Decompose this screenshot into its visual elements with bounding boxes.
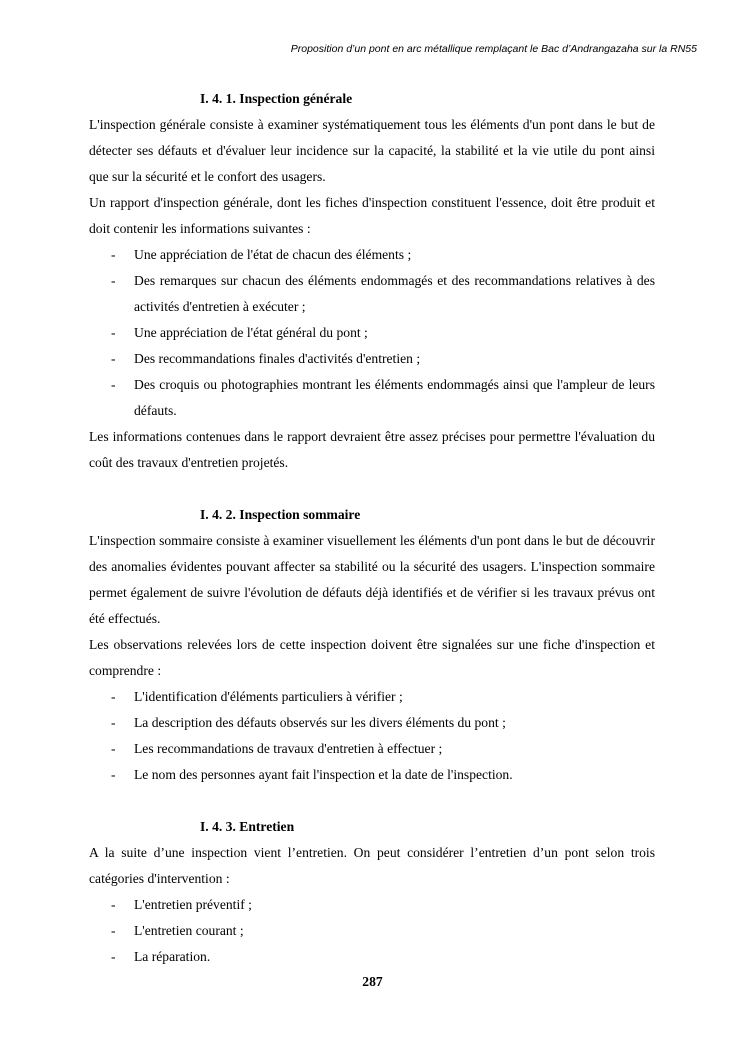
section-heading-entretien: I. 4. 3. Entretien xyxy=(200,819,295,834)
list-item-text: Les recommandations de travaux d'entretien à effectuer ; xyxy=(134,741,443,756)
list-item-text: La description des défauts observés sur les divers éléments du pont ; xyxy=(134,715,506,730)
bullet-list xyxy=(89,892,655,970)
paragraph: Un rapport d'inspection générale, dont les fiches d'inspection constituent l'essence, doit être produit et doit contenir les informations suivantes : xyxy=(89,195,655,236)
list-item-text: Des croquis ou photographies montrant les éléments endommagés ainsi que l'ampleur de leurs défauts. xyxy=(134,377,655,418)
list-item xyxy=(89,710,655,736)
list-item xyxy=(89,892,655,918)
list-item-text: Le nom des personnes ayant fait l'inspection et la date de l'inspection. xyxy=(134,767,513,782)
dash-marker: - xyxy=(111,767,116,782)
dash-marker: - xyxy=(111,273,116,288)
list-item xyxy=(89,684,655,710)
dash-marker: - xyxy=(111,715,116,730)
dash-marker: - xyxy=(111,377,116,392)
dash-marker: - xyxy=(111,247,116,262)
list-item-text: L'entretien préventif ; xyxy=(134,897,252,912)
paragraph: Les informations contenues dans le rapport devraient être assez précises pour permettre l'évaluation du coût des travaux d'entretien projetés. xyxy=(89,429,655,470)
list-item-text: Des remarques sur chacun des éléments endommagés et des recommandations relatives à des activités d'entretien à exécuter ; xyxy=(134,273,655,314)
dash-marker: - xyxy=(111,923,116,938)
page-content xyxy=(89,86,655,970)
list-item xyxy=(89,268,655,320)
dash-marker: - xyxy=(111,949,116,964)
dash-marker: - xyxy=(111,897,116,912)
list-item-text: L'identification d'éléments particuliers à vérifier ; xyxy=(134,689,403,704)
section-heading-inspection-sommaire: I. 4. 2. Inspection sommaire xyxy=(200,507,361,522)
page-number: 287 xyxy=(362,974,383,989)
list-item-text: L'entretien courant ; xyxy=(134,923,244,938)
paragraph: A la suite d’une inspection vient l’entretien. On peut considérer l’entretien d’un pont selon trois catégories d'intervention : xyxy=(89,845,655,886)
list-item xyxy=(89,918,655,944)
paragraph: L'inspection générale consiste à examiner systématiquement tous les éléments d'un pont dans le but de détecter ses défauts et d'évaluer leur incidence sur la capacité, la stabilité et la vie utile du pont ainsi que sur la sécurité et le confort des usagers. xyxy=(89,117,655,184)
dash-marker: - xyxy=(111,351,116,366)
list-item-text: Une appréciation de l'état de chacun des éléments ; xyxy=(134,247,412,262)
list-item xyxy=(89,320,655,346)
dash-marker: - xyxy=(111,741,116,756)
list-item xyxy=(89,944,655,970)
paragraph: Les observations relevées lors de cette inspection doivent être signalées sur une fiche d'inspection et comprendre : xyxy=(89,637,655,678)
bullet-list xyxy=(89,684,655,788)
running-header: Proposition d’un pont en arc métallique remplaçant le Bac d’Andrangazaha sur la RN55 xyxy=(290,43,697,55)
list-item xyxy=(89,346,655,372)
bullet-list xyxy=(89,242,655,424)
list-item xyxy=(89,242,655,268)
list-item xyxy=(89,372,655,424)
list-item-text: La réparation. xyxy=(134,949,211,964)
paragraph: L'inspection sommaire consiste à examiner visuellement les éléments d'un pont dans le but de découvrir des anomalies évidentes pouvant affecter sa stabilité ou la sécurité des usagers. L'inspection sommaire permet également de suivre l'évolution de défauts déjà identifiés et de vérifier si les travaux prévus ont été effectués. xyxy=(89,533,655,626)
list-item xyxy=(89,762,655,788)
list-item-text: Une appréciation de l'état général du pont ; xyxy=(134,325,368,340)
spacer xyxy=(89,476,655,502)
spacer xyxy=(89,788,655,814)
list-item-text: Des recommandations finales d'activités d'entretien ; xyxy=(134,351,421,366)
dash-marker: - xyxy=(111,325,116,340)
dash-marker: - xyxy=(111,689,116,704)
list-item xyxy=(89,736,655,762)
section-heading-inspection-generale: I. 4. 1. Inspection générale xyxy=(200,91,353,106)
